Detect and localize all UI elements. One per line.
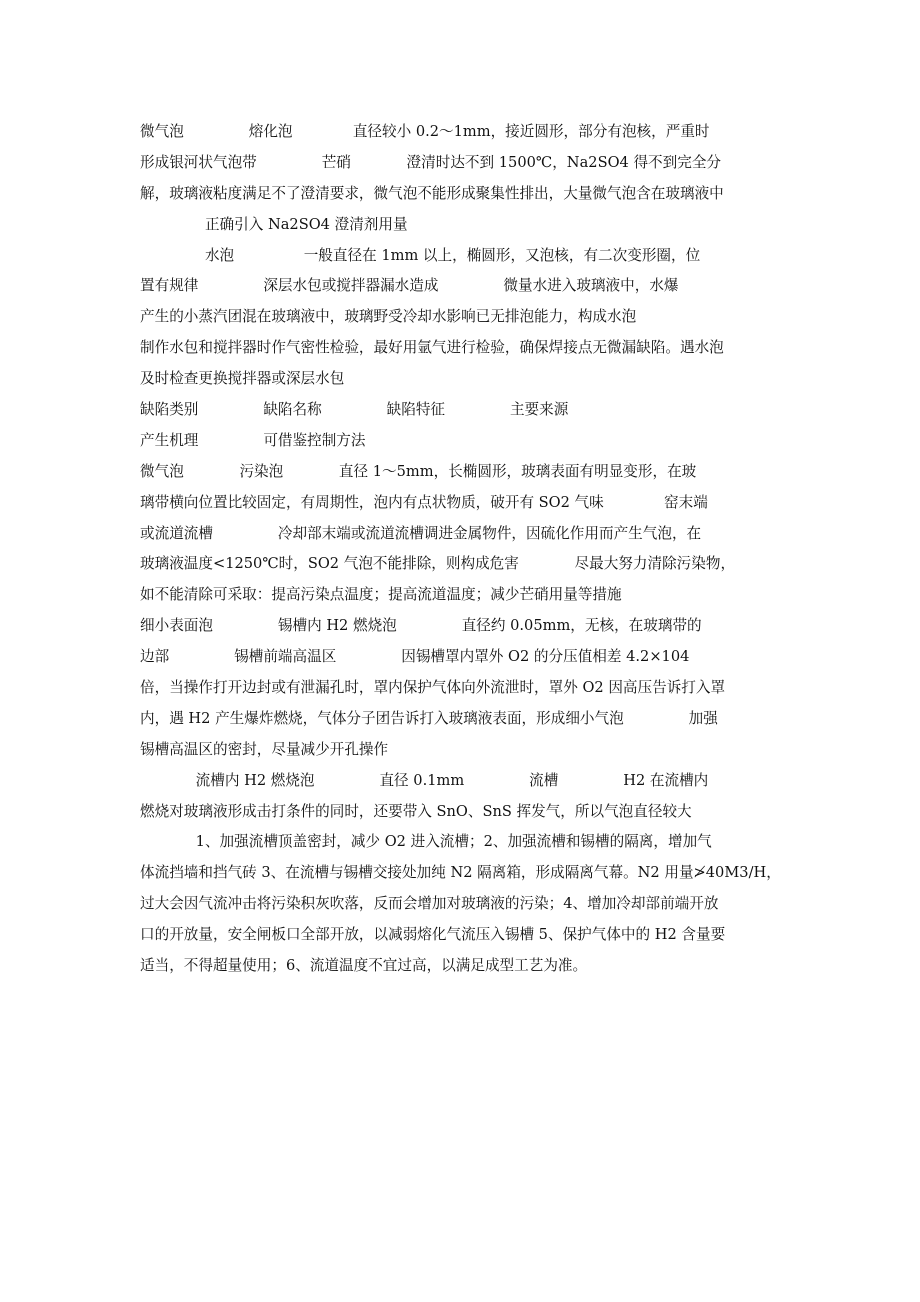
text-line: 形成银河状气泡带 芒硝 澄清时达不到 1500℃，Na2SO4 得不到完全分 [140, 153, 722, 171]
text-line: 1、加强流槽顶盖密封，减少 O2 进入流槽；2、加强流槽和锡槽的隔离，增加气 [140, 833, 712, 851]
text-line: 燃烧对玻璃液形成击打条件的同时，还要带入 SnO、SnS 挥发气，所以气泡直径较大 [140, 802, 692, 820]
text-line: 水泡 一般直径在 1mm 以上，椭圆形，又泡核，有二次变形圈，位 [140, 246, 701, 264]
text-line: 璃带横向位置比较固定，有周期性，泡内有点状物质，破开有 SO2 气味 窑末端 [140, 493, 708, 511]
text-line: 倍，当操作打开边封或有泄漏孔时，罩内保护气体向外流泄时，罩外 O2 因高压告诉打入罩 [140, 679, 726, 697]
table-header-line: 缺陷类别 缺陷名称 缺陷特征 主要来源 [140, 401, 569, 419]
text-line: 过大会因气流冲击将污染积灰吹落，反而会增加对玻璃液的污染；4、增加冷却部前端开放 [140, 895, 719, 913]
text-line: 体流挡墙和挡气砖 3、在流槽与锡槽交接处加纯 N2 隔离箱，形成隔离气幕。N2 用量≯40M3/H， [140, 864, 781, 882]
text-line: 适当，不得超量使用；6、流道温度不宜过高，以满足成型工艺为准。 [140, 957, 588, 975]
text-line: 流槽内 H2 燃烧泡 直径 0.1mm 流槽 H2 在流槽内 [140, 771, 709, 789]
text-line: 制作水包和搅拌器时作气密性检验，最好用氩气进行检验，确保焊接点无微漏缺陷。遇水泡 [140, 339, 724, 357]
document-body [140, 117, 790, 982]
text-line: 微气泡 熔化泡 直径较小 0.2～1mm，接近圆形，部分有泡核，严重时 [140, 123, 710, 140]
text-line: 口的开放量，安全闸板口全部开放，以减弱熔化气流压入锡槽 5、保护气体中的 H2 含量要 [140, 926, 726, 944]
text-line: 细小表面泡 锡槽内 H2 燃烧泡 直径约 0.05mm，无核，在玻璃带的 [140, 617, 702, 635]
table-header-line: 产生机理 可借鉴控制方法 [140, 431, 366, 449]
text-line: 及时检查更换搅拌器或深层水包 [140, 370, 345, 388]
text-line: 玻璃液温度<1250℃时，SO2 气泡不能排除，则构成危害 尽最大努力清除污染物， [140, 555, 736, 573]
text-line: 微气泡 污染泡 直径 1～5mm，长椭圆形，玻璃表面有明显变形，在玻 [140, 462, 697, 480]
text-line: 内，遇 H2 产生爆炸燃烧，气体分子团告诉打入玻璃液表面，形成细小气泡 加强 [140, 709, 718, 727]
text-line: 锡槽高温区的密封，尽量减少开孔操作 [140, 740, 389, 758]
text-line: 边部 锡槽前端高温区 因锡槽罩内罩外 O2 的分压值相差 4.2×104 [140, 648, 690, 666]
text-line: 解，玻璃液粘度满足不了澄清要求，微气泡不能形成聚集性排出，大量微气泡含在玻璃液中 [140, 184, 724, 202]
text-line: 置有规律 深层水包或搅拌器漏水造成 微量水进入玻璃液中，水爆 [140, 277, 679, 295]
text-line: 如不能清除可采取：提高污染点温度；提高流道温度；减少芒硝用量等措施 [140, 586, 622, 604]
text-line: 或流道流槽 冷却部末端或流道流槽调进金属物件，因硫化作用而产生气泡，在 [140, 524, 702, 542]
text-line: 产生的小蒸汽团混在玻璃液中，玻璃野受冷却水影响已无排泡能力，构成水泡 [140, 308, 637, 326]
text-line: 正确引入 Na2SO4 澄清剂用量 [140, 215, 408, 233]
